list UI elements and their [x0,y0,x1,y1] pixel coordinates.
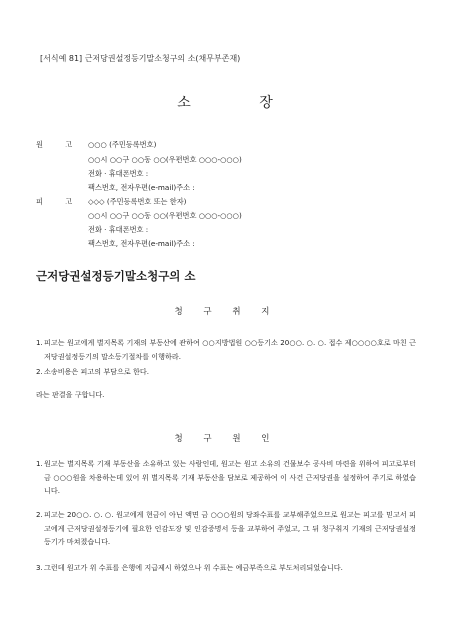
claim-reason-item-1: 1. 원고는 별지목록 기재 부동산을 소유하고 있는 사람인데, 원고는 원고 소유의 건물보수 공사비 마련을 위하여 피고로부터 금 ○○○원을 차용하는데 있어 위 별지목록 기재 부동산을 담보로 제공하여 이 사건 근저당권을 설정하여 주기로 하였습니다. [36,459,416,495]
defendant-phone: 전화 · 휴대폰번호 : [88,225,149,234]
case-name: 근저당권설정등기말소청구의 소 [36,269,196,283]
claim-reason-item-3: 3. 그런데 원고가 위 수표를 은행에 지급제시 하였으나 위 수표는 예금부족으로 부도처리되었습니다. [36,563,343,572]
title-char-right: 장 [259,95,273,111]
claim-purpose-item-1: 1. 피고는 원고에게 별지목록 기재의 부동산에 관하여 ○○지방법원 ○○등기소 20○○. ○. ○. 접수 제○○○○호로 마친 근저당권설정등기의 말소등기절차를 이행하라. [36,338,416,361]
plaintiff-phone: 전화 · 휴대폰번호 : [88,169,149,178]
plaintiff-address: ○○시 ○○구 ○○동 ○○(우편번호 ○○○-○○○) [88,155,242,164]
claim-purpose-closing: 라는 판결을 구합니다. [36,390,105,399]
defendant-fax-email: 팩스번호, 전자우편(e-mail)주소 : [88,239,195,248]
claim-purpose-item-2: 2. 소송비용은 피고의 부담으로 한다. [36,367,149,376]
defendant-role: 피 고 [36,197,83,206]
title-char-left: 소 [177,95,191,111]
plaintiff-fax-email: 팩스번호, 전자우편(e-mail)주소 : [88,183,195,192]
defendant-address: ○○시 ○○구 ○○동 ○○(우편번호 ○○○-○○○) [88,211,242,220]
claim-reason-item-2: 2. 피고는 20○○. ○. ○. 원고에게 현금이 아닌 액면 금 ○○○원의 당좌수표를 교부해주었으므로 원고는 피고를 믿고서 피고에게 근저당권설정등기에 필요한 인감도장 및 인감증명서 등을 교부하여 주었고, 그 뒤 청구취지 기재의 근저당권설정등기가 마쳐졌습니다. [36,510,416,546]
plaintiff-name: ○○○ (주민등록번호) [88,140,157,149]
form-label: [서식예 81] 근저당권설정등기말소청구의 소(채무부존재) [40,54,241,63]
claim-purpose-heading: 청 구 취 지 [174,307,276,317]
claim-reasons-heading: 청 구 원 인 [174,434,276,444]
defendant-name: ◇◇◇ (주민등록번호 또는 한자) [88,197,187,206]
plaintiff-role: 원 고 [36,140,83,149]
document-title [0,92,450,112]
